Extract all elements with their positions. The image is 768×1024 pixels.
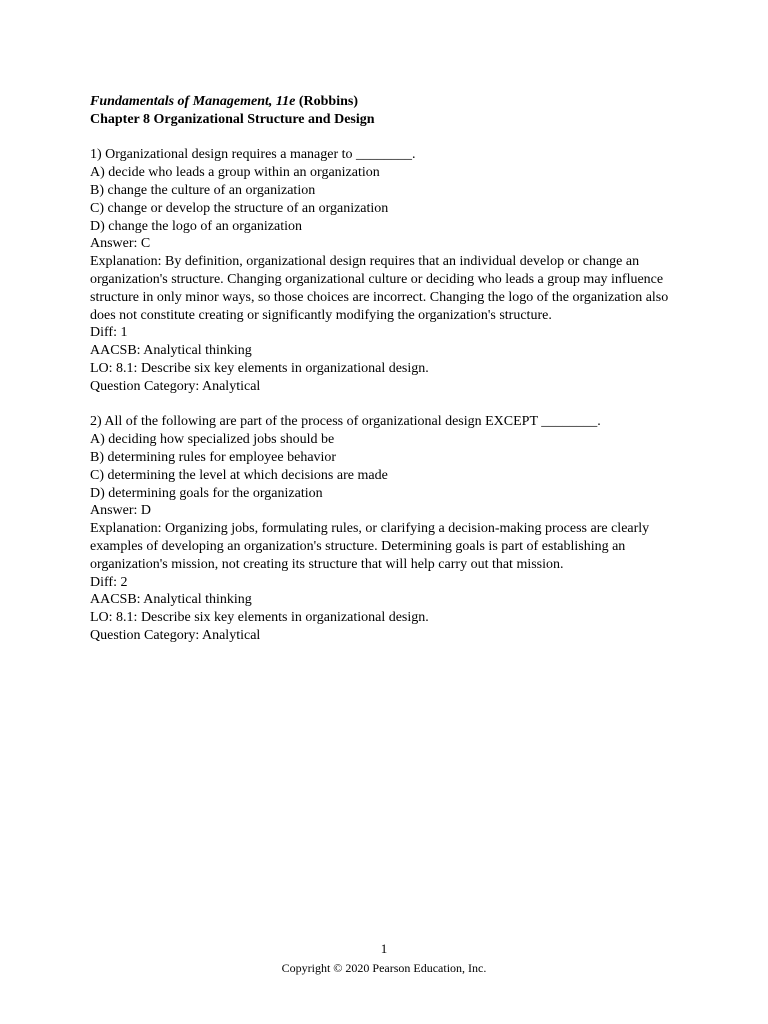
question-stem: 2) All of the following are part of the process of organizational design EXCEPT ________. <box>90 414 601 430</box>
spacer <box>90 396 690 414</box>
answer-option: A) deciding how specialized jobs should be <box>90 432 335 448</box>
learning-objective: LO: 8.1: Describe six key elements in organizational design. <box>90 360 429 376</box>
question-block-2 <box>90 413 690 644</box>
difficulty: Diff: 1 <box>90 325 128 341</box>
answer-option: D) change the logo of an organization <box>90 218 303 234</box>
answer-option: A) decide who leads a group within an organization <box>90 165 380 181</box>
book-header <box>90 93 690 111</box>
question-category: Question Category: Analytical <box>90 378 261 394</box>
learning-objective: LO: 8.1: Describe six key elements in organizational design. <box>90 610 429 626</box>
answer-option: B) determining rules for employee behavior <box>90 449 337 465</box>
explanation-text: Explanation: Organizing jobs, formulating rules, or clarifying a decision-making process are clearly examples of developing an organization's structure. Determining goals is part of establishing an organization's mission, not creating its structure that will help carry out that mission. <box>90 521 650 572</box>
answer-key: Answer: C <box>90 236 151 252</box>
answer-option: C) determining the level at which decisions are made <box>90 467 388 483</box>
aacsb-tag: AACSB: Analytical thinking <box>90 343 252 359</box>
page-number: 1 <box>380 941 388 956</box>
book-title: Fundamentals of Management, 11e <box>90 94 296 109</box>
spacer <box>90 129 690 147</box>
book-author: (Robbins) <box>295 94 358 109</box>
question-stem: 1) Organizational design requires a manager to ________. <box>90 147 416 163</box>
answer-option: B) change the culture of an organization <box>90 182 316 198</box>
question-category: Question Category: Analytical <box>90 627 261 643</box>
answer-key: Answer: D <box>90 503 152 519</box>
copyright-notice: Copyright © 2020 Pearson Education, Inc. <box>281 961 487 975</box>
document-body <box>90 93 690 645</box>
explanation-text: Explanation: By definition, organizational design requires that an individual develop or change an organization's structure. Changing organizational culture or deciding who leads a group may influence structure in only minor ways, so those choices are incorrect. Changing the logo of the organization also does not constitute creating or significantly modifying the organization's structure. <box>90 254 669 323</box>
chapter-title: Chapter 8 Organizational Structure and Design <box>90 111 375 127</box>
question-block-1 <box>90 146 690 395</box>
aacsb-tag: AACSB: Analytical thinking <box>90 592 252 608</box>
difficulty: Diff: 2 <box>90 574 128 590</box>
answer-option: D) determining goals for the organization <box>90 485 323 501</box>
answer-option: C) change or develop the structure of an organization <box>90 200 389 216</box>
